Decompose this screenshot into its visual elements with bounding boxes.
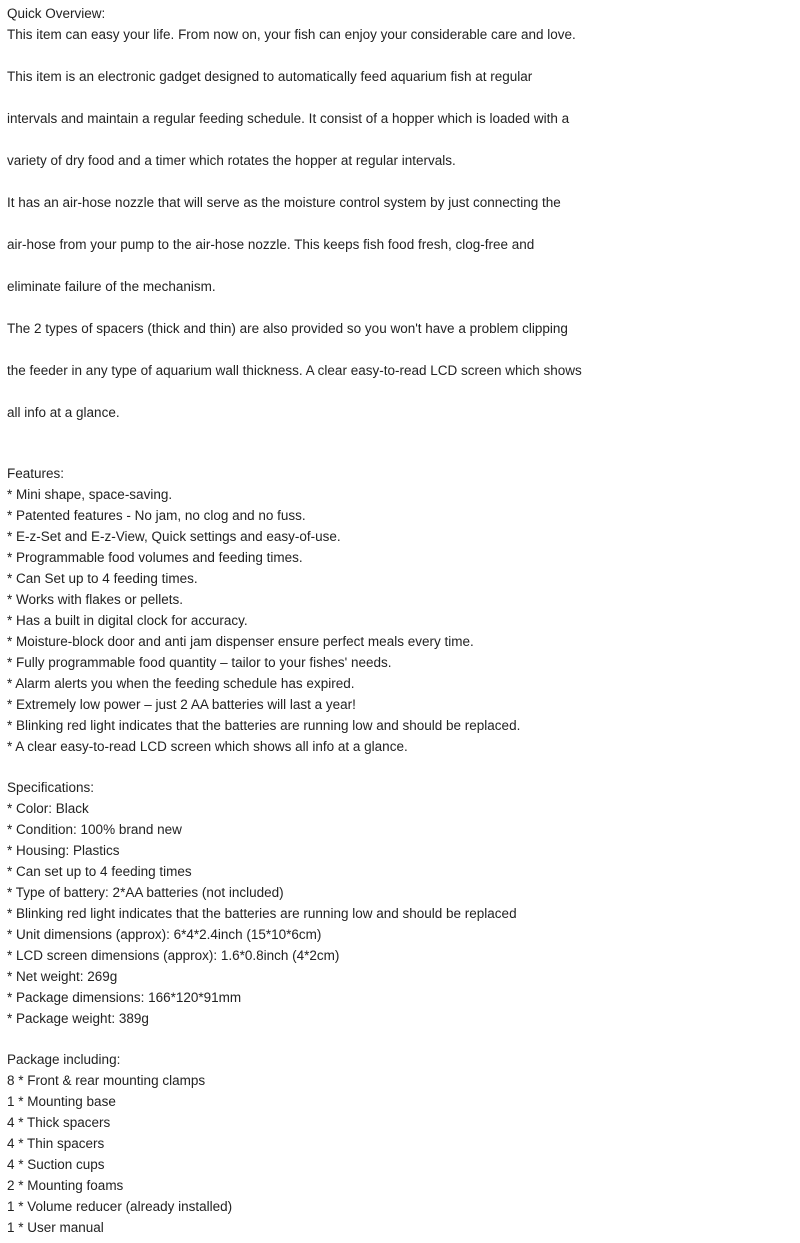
- package-item: 1 * Volume reducer (already installed): [7, 1199, 233, 1214]
- spec-item: * Net weight: 269g: [7, 969, 118, 984]
- section-spacer: [7, 423, 792, 463]
- spec-item: * LCD screen dimensions (approx): 1.6*0.8inch (4*2cm): [7, 948, 340, 963]
- overview-line: all info at a glance.: [7, 405, 120, 420]
- specifications-section: [7, 777, 792, 1029]
- package-item: 2 * Mounting foams: [7, 1178, 124, 1193]
- quick-overview-section: [7, 3, 792, 423]
- spec-item: * Can set up to 4 feeding times: [7, 864, 192, 879]
- feature-item: * A clear easy-to-read LCD screen which shows all info at a glance.: [7, 739, 408, 754]
- overview-line: This item can easy your life. From now on, your fish can enjoy your considerable care and love.: [7, 27, 576, 42]
- features-heading: Features:: [7, 466, 65, 481]
- spec-item: * Package weight: 389g: [7, 1011, 149, 1026]
- overview-line: The 2 types of spacers (thick and thin) are also provided so you won't have a problem clipping: [7, 321, 568, 336]
- specifications-heading: Specifications:: [7, 780, 95, 795]
- package-section: [7, 1049, 792, 1238]
- feature-item: * Moisture-block door and anti jam dispenser ensure perfect meals every time.: [7, 634, 474, 649]
- feature-item: * Alarm alerts you when the feeding schedule has expired.: [7, 676, 355, 691]
- overview-line: It has an air-hose nozzle that will serve as the moisture control system by just connecting the: [7, 195, 561, 210]
- package-item: 4 * Suction cups: [7, 1157, 105, 1172]
- overview-line: variety of dry food and a timer which rotates the hopper at regular intervals.: [7, 153, 456, 168]
- feature-item: * Has a built in digital clock for accuracy.: [7, 613, 248, 628]
- feature-item: * Extremely low power – just 2 AA batteries will last a year!: [7, 697, 356, 712]
- package-item: 8 * Front & rear mounting clamps: [7, 1073, 206, 1088]
- overview-line: intervals and maintain a regular feeding schedule. It consist of a hopper which is loaded with a: [7, 111, 570, 126]
- package-heading: Package including:: [7, 1052, 121, 1067]
- feature-item: * Mini shape, space-saving.: [7, 487, 173, 502]
- features-section: [7, 463, 792, 757]
- feature-item: * Works with flakes or pellets.: [7, 592, 184, 607]
- overview-line: air-hose from your pump to the air-hose nozzle. This keeps fish food fresh, clog-free and: [7, 237, 535, 252]
- spec-item: * Color: Black: [7, 801, 89, 816]
- package-item: 4 * Thin spacers: [7, 1136, 105, 1151]
- feature-item: * Fully programmable food quantity – tailor to your fishes' needs.: [7, 655, 392, 670]
- feature-item: * Programmable food volumes and feeding times.: [7, 550, 303, 565]
- section-spacer: [7, 757, 792, 777]
- spec-item: * Blinking red light indicates that the batteries are running low and should be replaced: [7, 906, 517, 921]
- spec-item: * Package dimensions: 166*120*91mm: [7, 990, 242, 1005]
- spec-item: * Type of battery: 2*AA batteries (not included): [7, 885, 284, 900]
- spec-item: * Condition: 100% brand new: [7, 822, 182, 837]
- overview-line: the feeder in any type of aquarium wall thickness. A clear easy-to-read LCD screen which shows: [7, 363, 582, 378]
- package-item: 4 * Thick spacers: [7, 1115, 111, 1130]
- feature-item: * Patented features - No jam, no clog and no fuss.: [7, 508, 306, 523]
- feature-item: * Can Set up to 4 feeding times.: [7, 571, 198, 586]
- spec-item: * Unit dimensions (approx): 6*4*2.4inch (15*10*6cm): [7, 927, 322, 942]
- product-description: [7, 3, 792, 1238]
- feature-item: * Blinking red light indicates that the batteries are running low and should be replaced.: [7, 718, 521, 733]
- section-spacer: [7, 1029, 792, 1049]
- overview-line: This item is an electronic gadget designed to automatically feed aquarium fish at regular: [7, 69, 533, 84]
- feature-item: * E-z-Set and E-z-View, Quick settings and easy-of-use.: [7, 529, 341, 544]
- package-item: 1 * Mounting base: [7, 1094, 116, 1109]
- quick-overview-heading: Quick Overview:: [7, 6, 106, 21]
- spec-item: * Housing: Plastics: [7, 843, 120, 858]
- package-item: 1 * User manual: [7, 1220, 104, 1235]
- overview-line: eliminate failure of the mechanism.: [7, 279, 216, 294]
